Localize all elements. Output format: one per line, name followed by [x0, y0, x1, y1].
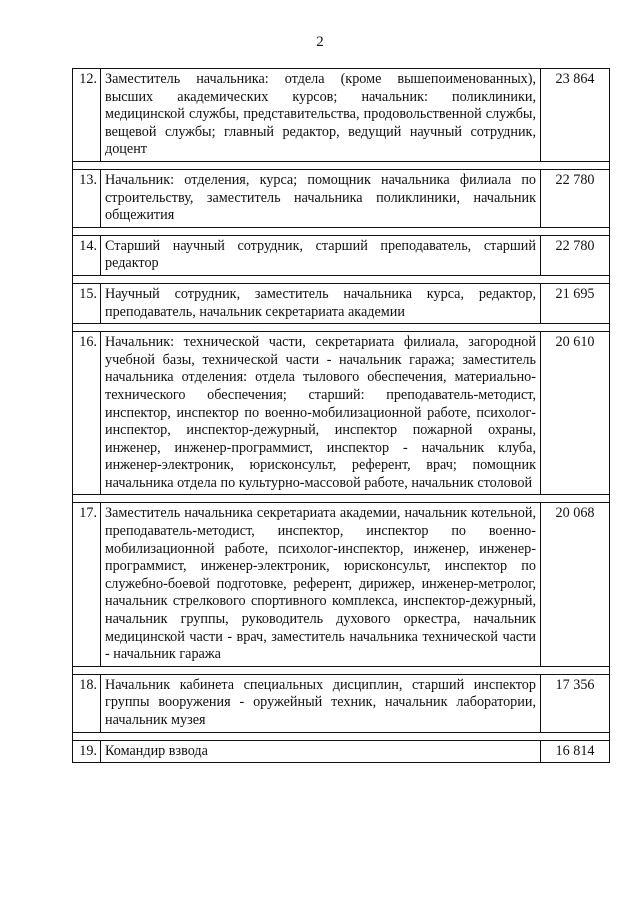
salary-value: 16 814 [541, 740, 610, 763]
row-number: 14. [73, 235, 101, 275]
table-row [73, 674, 610, 732]
table-row [73, 169, 610, 227]
position-description: Научный сотрудник, заместитель начальника курса, редактор, преподаватель, начальник секретариата академии [101, 283, 541, 323]
row-number: 13. [73, 169, 101, 227]
row-gap [73, 275, 610, 283]
row-gap [73, 324, 610, 332]
page-number: 2 [316, 34, 324, 50]
salary-value: 22 780 [541, 169, 610, 227]
position-description: Заместитель начальника секретариата академии, начальник котельной, преподаватель-методист, инспектор, инспектор по военно-мобилизационной работе, психолог-инспектор, инженер, инженер-программист, инженер-электроник, юрисконсульт, инспектор по служебно-боевой подготовке, референт, дирижер, инженер-метролог, начальник стрелкового спортивного комплекса, инспектор-дежурный, начальник группы, руководитель духового оркестра, начальник медицинской части - врач, заместитель начальника технической части - начальник гаража [101, 503, 541, 666]
position-description: Начальник: отделения, курса; помощник начальника филиала по строительству, заместитель начальника поликлиники, начальник общежития [101, 169, 541, 227]
row-number: 16. [73, 332, 101, 495]
row-gap [73, 495, 610, 503]
table-row [73, 283, 610, 323]
table-row [73, 503, 610, 666]
table-row [73, 740, 610, 763]
row-number: 17. [73, 503, 101, 666]
table-row [73, 332, 610, 495]
salary-value: 21 695 [541, 283, 610, 323]
salary-value: 20 610 [541, 332, 610, 495]
table-row [73, 69, 610, 162]
position-description: Начальник кабинета специальных дисциплин, старший инспектор группы вооружения - оружейный техник, начальник лаборатории, начальник музея [101, 674, 541, 732]
row-number: 18. [73, 674, 101, 732]
row-number: 15. [73, 283, 101, 323]
salary-value: 23 864 [541, 69, 610, 162]
salary-value: 17 356 [541, 674, 610, 732]
position-description: Командир взвода [101, 740, 541, 763]
salary-table [72, 68, 610, 763]
row-gap [73, 666, 610, 674]
position-description: Начальник: технической части, секретариата филиала, загородной учебной базы, технической части - начальник гаража; заместитель начальника отделения: отдела тылового обеспечения, материально-технического обеспечения; старший: преподаватель-методист, инспектор, инспектор по военно-мобилизационной работе, психолог-инспектор, инспектор-дежурный, инспектор пожарной охраны, инженер, инженер-программист, инспектор - начальник клуба, инженер-электроник, юрисконсульт, референт, врач; помощник начальника отдела по культурно-массовой работе, начальник столовой [101, 332, 541, 495]
row-gap [73, 161, 610, 169]
position-description: Старший научный сотрудник, старший преподаватель, старший редактор [101, 235, 541, 275]
row-number: 19. [73, 740, 101, 763]
table-row [73, 235, 610, 275]
salary-value: 22 780 [541, 235, 610, 275]
position-description: Заместитель начальника: отдела (кроме вышепоименованных), высших академических курсов; начальник: поликлиники, медицинской службы, представительства, продовольственной службы, вещевой службы; главный редактор, ведущий научный сотрудник, доцент [101, 69, 541, 162]
row-gap [73, 227, 610, 235]
row-gap [73, 732, 610, 740]
row-number: 12. [73, 69, 101, 162]
salary-value: 20 068 [541, 503, 610, 666]
